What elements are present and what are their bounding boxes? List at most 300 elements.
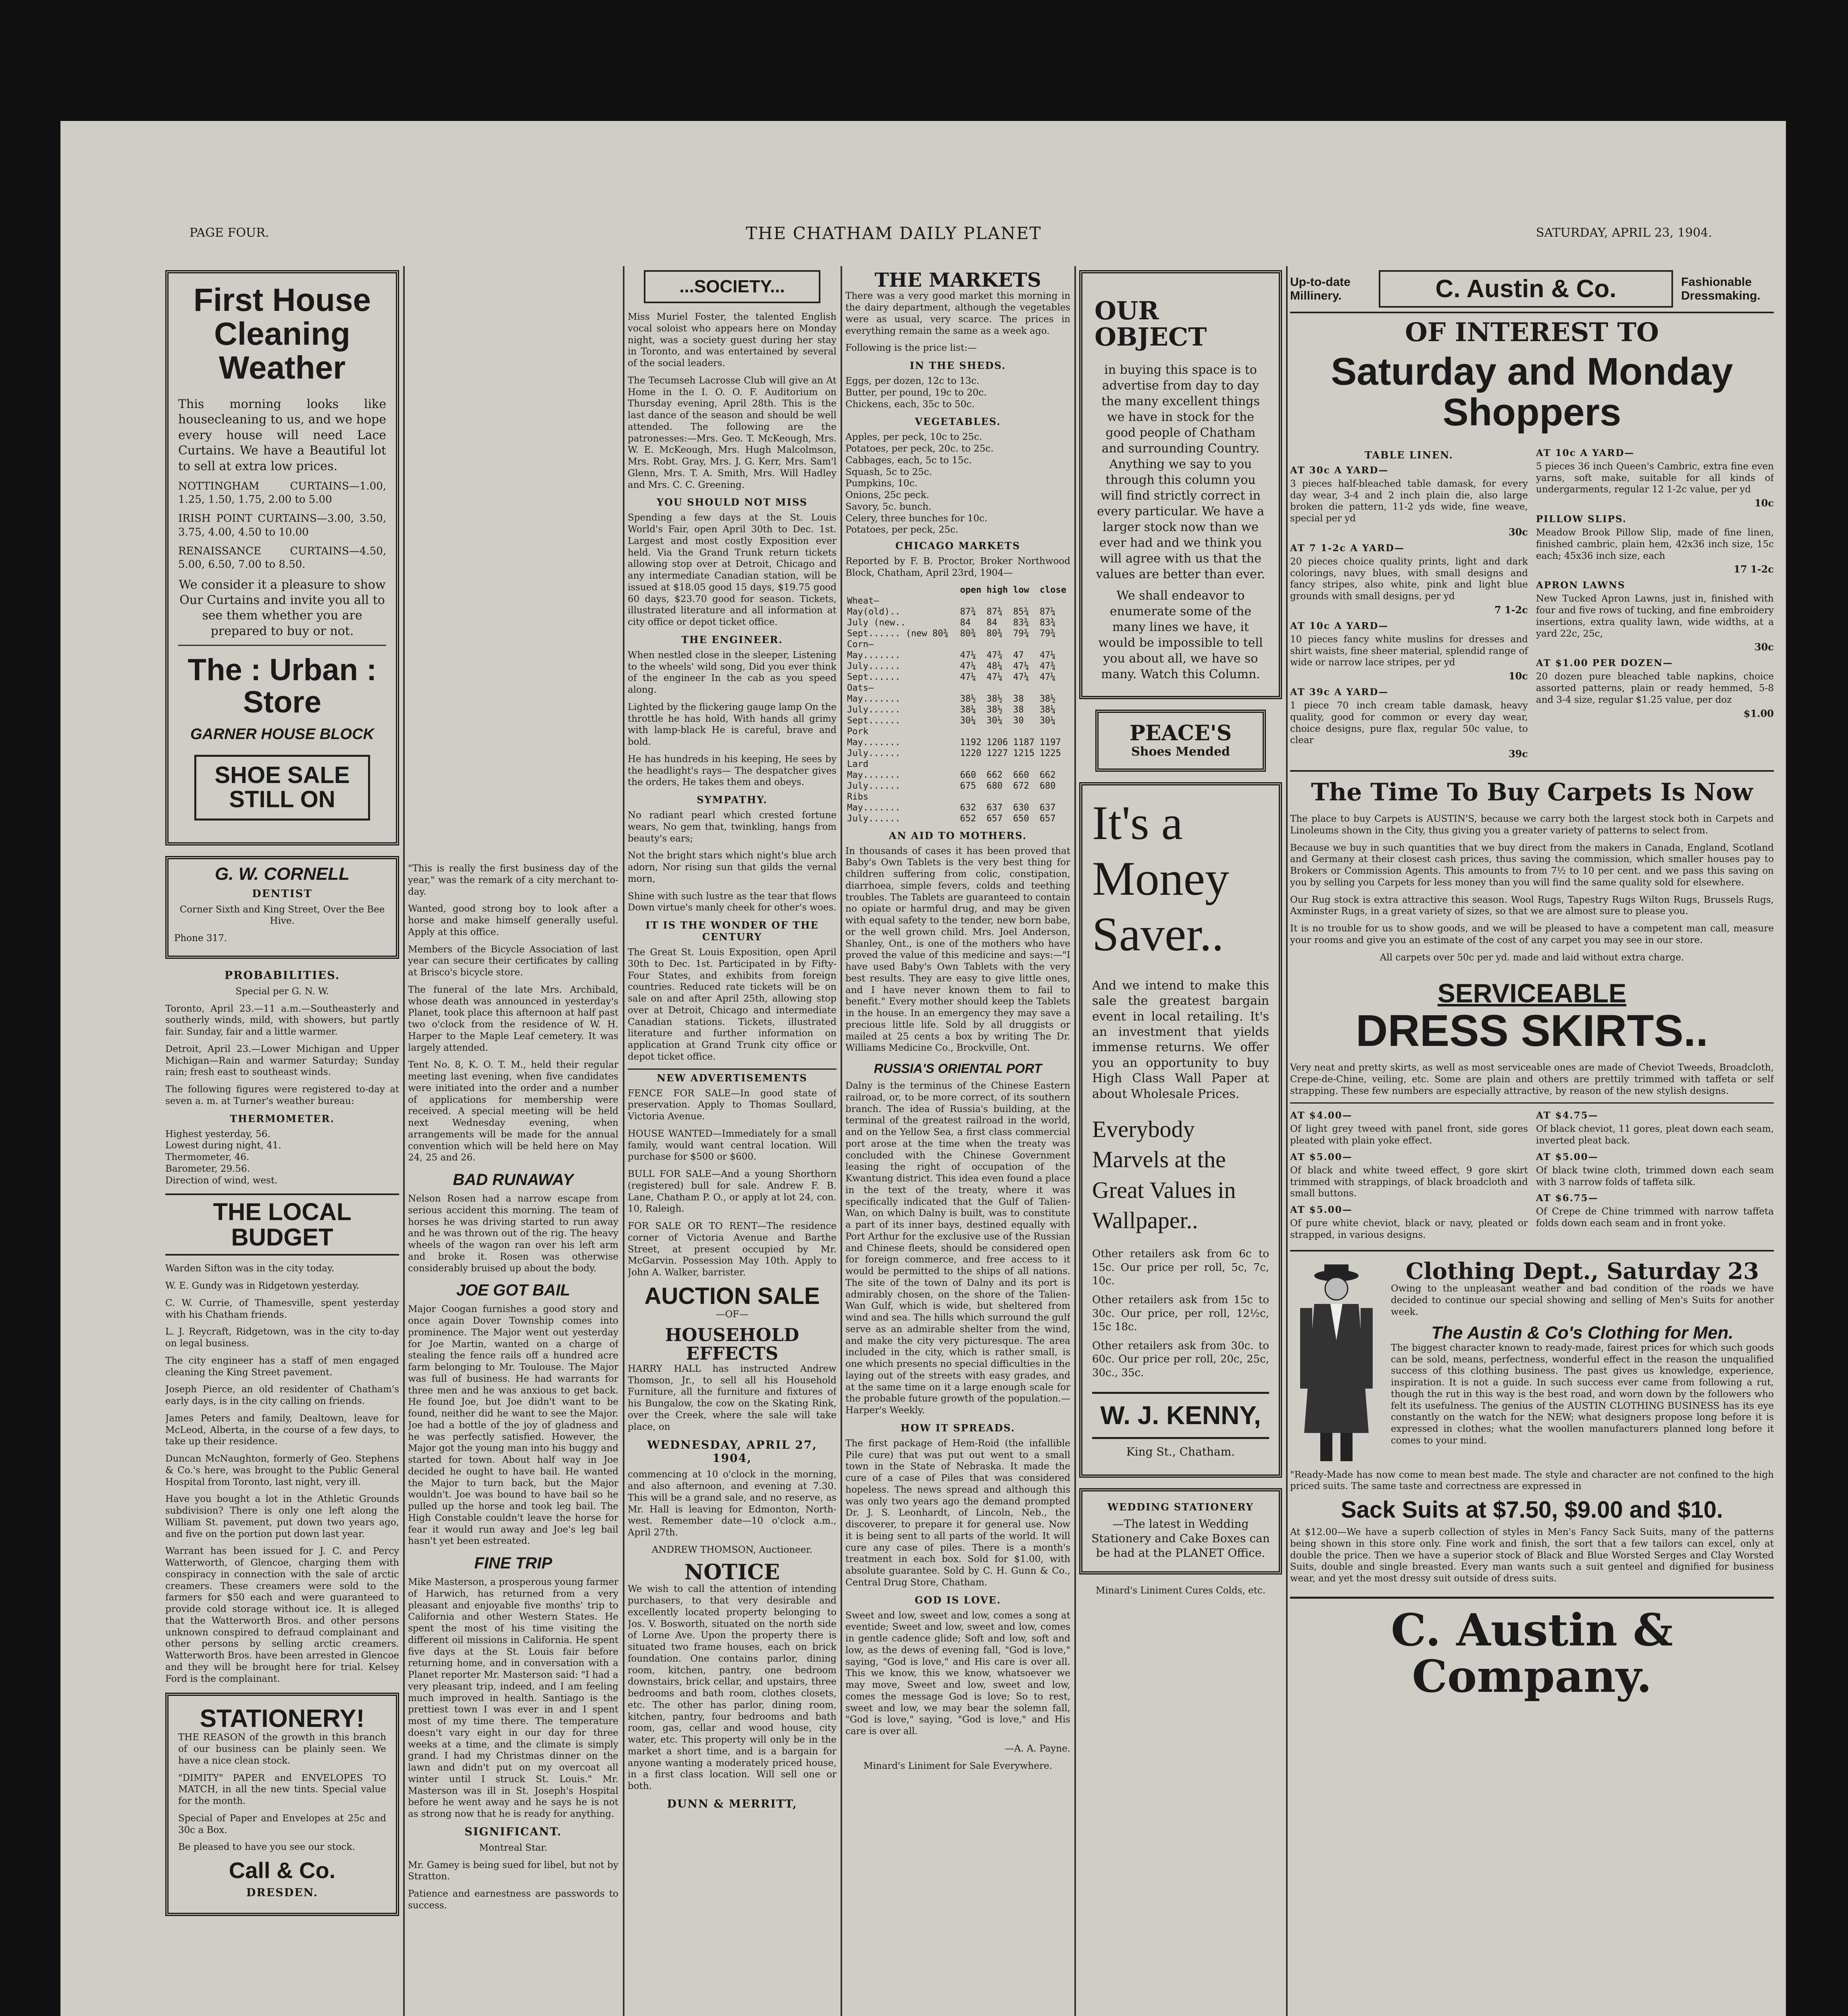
sale-item-price: AT $4.75—	[1536, 1110, 1598, 1121]
peace-title: PEACE'S	[1129, 721, 1232, 746]
table-row	[845, 650, 1070, 661]
sale-item-price: AT $5.00—	[1536, 1151, 1598, 1162]
spread-text: The first package of Hem-Roid (the infallible Pile cure) that was put out went to a small town in the State of Nebraska. It made the cure of a case of Piles that was considered hopeless. The news spread and although this was only two years ago the demand prompted Dr. J. S. Leonhardt, of Lincoln, Neb., the discoverer, to prepare it for general use. Now it is being sent to all parts of the world. It will cure any case of piles. There is a month's treatment in each box. Sold for $1.00, with absolute guarantee. Sold by C. H. Gunn & Co., Central Drug Store, Chatham.	[845, 1438, 1070, 1588]
column-3	[628, 270, 837, 2016]
column-header: close	[1039, 585, 1067, 595]
sale-item	[1290, 1110, 1528, 1147]
sale-item	[1290, 1204, 1528, 1241]
carpets-text: The place to buy Carpets is AUSTIN'S, because we carry both the largest stock both in Carpets and Linoleums shown in the City, thus giving you a greater variety of patterns to select from.	[1290, 814, 1774, 836]
sale-item-value: 10c	[1754, 497, 1774, 509]
table-cell: 38½	[986, 704, 1003, 715]
sale-item-price: AT 7 1-2c A YARD—	[1290, 542, 1405, 554]
table-cell: 83¾	[1039, 617, 1056, 628]
linen-title: TABLE LINEN.	[1364, 449, 1454, 461]
curtain-item: IRISH POINT CURTAINS—3.00, 3.50, 3.75, 4.00, 4.50 to 10.00	[178, 512, 386, 538]
table-cell: 80¾	[960, 628, 976, 639]
clothing-section	[1290, 1260, 1774, 1469]
sale-item-price: AT 10c A YARD—	[1290, 620, 1389, 631]
table-row	[845, 639, 1070, 650]
wallpaper-price: Other retailers ask from 30c. to 60c. Our price per roll, 20c, 25c, 30c., 35c.	[1092, 1340, 1269, 1379]
sale-item	[1290, 621, 1528, 682]
engineer-verse: He has hundreds in his keeping, He sees by the headlight's rays— The despatcher gives the orders, He takes them and obeys.	[628, 754, 837, 788]
table-cell: 80¾	[986, 628, 1003, 639]
table-cell: Sept......	[847, 672, 901, 682]
table-cell	[1011, 596, 1038, 606]
dentist-name: G. W. CORNELL	[214, 864, 350, 884]
table-cell: Wheat—	[847, 596, 879, 606]
table-cell: Lard	[847, 759, 868, 769]
table-cell: May.......	[847, 650, 901, 660]
austin-logo: C. Austin & Co.	[1379, 270, 1673, 308]
runaway-story: Nelson Rosen had a narrow escape from serious accident this morning. The team of horses he was driving started to run away and he was thrown out of the rig. The heavy wheels of the wagon ran over his left arm and broke it. Rosen was otherwise considerably bruised up about the body.	[408, 1193, 618, 1274]
austin-footer-logo: C. Austin & Company.	[1290, 1597, 1774, 1700]
table-cell: 680	[1039, 781, 1056, 791]
sale-item	[1536, 514, 1774, 575]
table-cell	[1038, 726, 1070, 737]
column-rule	[403, 266, 405, 2016]
trip-story: Mike Masterson, a prosperous young farmer of Harwich, has returned from a very pleasant and enjoyable five months' trip to California and other Western States. He spent the most of his time visiting the different oil missions in California. He spent five days at the St. Louis fair before returning home, and in conversation with a Planet reporter Mr. Masterson said: "I had a very pleasant trip, indeed, and I am feeling much improved in health. Santiago is the prettiest town I was ever in and I spent most of my time there. The temperature doesn't vary eight in our day for three weeks at a time, and the climate is simply grand. I had my Christmas dinner on the lawn and didn't put on my overcoat all winter until I struck St. Louis." Mr. Masterson was ill in St. Joseph's Hospital before he went away and he says he is not as strong now that he is ready for anything.	[408, 1577, 618, 1819]
auction-subtitle: HOUSEHOLD EFFECTS	[665, 1325, 799, 1364]
reading: Direction of wind, west.	[165, 1175, 278, 1186]
chicago-source: Reported by F. B. Proctor, Broker Northwood Block, Chatham, April 23rd, 1904—	[845, 556, 1070, 578]
price-line: Pumpkins, 10c.	[845, 478, 918, 489]
table-cell: 47¼	[960, 650, 976, 660]
sale-item-value: 39c	[1508, 748, 1528, 760]
table-cell: July......	[847, 704, 901, 715]
markets-intro: There was a very good market this morning in the dairy department, although the vegetables were as usual, very scarce. The prices in everything remain the same as a week ago.	[845, 291, 1070, 336]
table-cell: 38½	[960, 694, 976, 704]
sale-item	[1290, 543, 1528, 616]
table-cell: 79¾	[1013, 628, 1029, 639]
significant-text: Mr. Gamey is being sued for libel, but not by Stratton.	[408, 1860, 618, 1882]
auctioneer: ANDREW THOMSON, Auctioneer.	[651, 1544, 813, 1555]
table-cell: 87¾	[986, 606, 1003, 617]
miss-title: YOU SHOULD NOT MISS	[656, 496, 808, 508]
table-cell: 47	[1013, 650, 1024, 660]
table-row	[845, 802, 1070, 813]
sale-item-text: Of Crepe de Chine trimmed with narrow taffeta folds down each seam and in front yoke.	[1536, 1206, 1774, 1229]
table-cell: May.......	[847, 737, 901, 748]
skirts-title-1: SERVICEABLE	[1437, 978, 1627, 1008]
sale-item-price: PILLOW SLIPS.	[1536, 514, 1627, 525]
poem-text: Sweet and low, sweet and low, comes a song at eventide; Sweet and low, sweet and low, comes in gentle cadence glide; Soft and low, soft and low, as the dews of evening fall, "God is love," saying, "God is love," and His care is over all. This we know, this we know, whatsoever we may move, Sweet and low, sweet and low, comes the message God is love; So to rest, sweet and low, we may bear the solemn fall, "God is love," saying, "God is love," and His care is over all.	[845, 1610, 1070, 1737]
store-name: The : Urban : Store	[187, 653, 377, 719]
table-cell	[1011, 791, 1038, 802]
table-row	[845, 737, 1070, 748]
patience-line: Patience and earnestness are passwords to success.	[408, 1889, 618, 1911]
table-cell: 47¼	[1039, 672, 1056, 682]
price-line: Apples, per peck, 10c to 25c.	[845, 432, 982, 443]
linen-left	[1290, 445, 1528, 764]
society-item: Miss Muriel Foster, the talented English vocal soloist who appears here on Monday night, was a society guest during her stay in Toronto, and was entertained by several of the social leaders.	[628, 312, 837, 369]
table-cell: 1197	[1039, 737, 1061, 748]
table-row	[845, 748, 1070, 759]
price-line: Chickens, each, 35c to 50c.	[845, 399, 975, 410]
wedding-text: —The latest in Wedding Stationery and Cake Boxes can be had at the PLANET Office.	[1091, 1517, 1270, 1560]
news-item: The funeral of the late Mrs. Archibald, whose death was announced in yesterday's Planet, took place this afternoon at half past two o'clock from the residence of W. H. Harper to the Maple Leaf cemetery. It was largely attended.	[408, 984, 618, 1053]
skirts-title-2: DRESS SKIRTS..	[1355, 1006, 1709, 1056]
sympathy-title: SYMPATHY.	[697, 794, 768, 806]
sale-item-text: New Tucked Apron Lawns, just in, finished with four and five rows of tucking, and fine embroidery insertions, extra quality lawn, wide widths, at a yard 22c, 25c,	[1536, 594, 1774, 639]
sale-item-value: 30c	[1508, 526, 1528, 538]
table-cell: 630	[1013, 802, 1029, 813]
table-row	[845, 781, 1070, 791]
column-2	[408, 863, 618, 2016]
table-cell: 1225	[1039, 748, 1061, 758]
sale-item-price: AT $4.00—	[1290, 1110, 1353, 1121]
table-cell	[958, 639, 985, 650]
wallpaper-ad	[1079, 782, 1282, 1478]
wedding-stationery-ad	[1079, 1488, 1282, 1574]
ad-intro: This morning looks like housecleaning to us, and we hope every house will need Lace Curtains. We have a Beautiful lot to sell at extra low prices.	[178, 397, 386, 473]
interest-line: OF INTEREST TO	[1405, 317, 1659, 348]
price-line: Potatoes, per peck, 20c. to 25c.	[845, 444, 994, 454]
markets-following: Following is the price list:—	[845, 343, 977, 354]
sale-item-text: Of black twine cloth, trimmed down each seam with 3 narrow folds of taffeta silk.	[1536, 1165, 1774, 1187]
table-cell	[958, 759, 985, 770]
table-cell	[1038, 639, 1070, 650]
classified-ad: FENCE FOR SALE—In good state of preservation. Apply to Thomas Soullard, Victoria Avenue.	[628, 1088, 837, 1122]
skirts-intro: Very neat and pretty skirts, as well as most serviceable ones are made of Cheviot Tweeds, Broadcloth, Crepe-de-Chine, veiling, etc. Some are plain and others are prettily trimmed with taffeta or self strapping. These few numbers are especially attractive, by reason of the new stylish designs.	[1290, 1062, 1774, 1096]
table-cell: 38¼	[960, 704, 976, 715]
sale-item-text: 3 pieces half-bleached table damask, for every day wear, 3-4 and 2 inch plain die, also large broken die pattern, 11-2 yds wide, fine weave, special per yd	[1290, 478, 1528, 524]
peace-subtitle: Shoes Mended	[1131, 744, 1230, 759]
table-row	[845, 715, 1070, 726]
budget-item: L. J. Reycraft, Ridgetown, was in the city to-day on legal business.	[165, 1327, 399, 1349]
table-cell: 84	[986, 617, 997, 628]
price-line: Butter, per pound, 19c to 20c.	[845, 387, 987, 398]
table-cell: 650	[1013, 813, 1029, 824]
news-item: "This is really the first business day of the year," was the remark of a city merchant to-day.	[408, 863, 618, 897]
notice-text: We wish to call the attention of intending purchasers, to that very desirable and excellently located property belonging to Jos. V. Bosworth, situated on the north side of Lorne Ave. Upon the property there is situated two frame houses, each on brick foundation. One contains parlor, dining room, kitchen, pantry, one bedroom downstairs, brick cellar, and upstairs, three bedrooms and bath room, clothes closets, etc. The other has parlor, dining room, kitchen, pantry, four bedrooms and bath room, gas, cellar and wood house, city water, etc. This property will only be in the market a short time, and is a bargain for anyone wanting a moderately priced house, in a first class location. Will sell one or both.	[628, 1584, 837, 1792]
table-cell: 1215	[1013, 748, 1034, 758]
table-cell: 38½	[1039, 694, 1056, 704]
table-cell	[985, 726, 1011, 737]
table-cell: 83¾	[1013, 617, 1029, 628]
engineer-verse: Lighted by the flickering gauge lamp On the throttle he has hold, With hands all grimy with lamp-black He is careful, brave and bold.	[628, 702, 837, 748]
reading: Lowest during night, 41.	[165, 1140, 281, 1151]
wallpaper-price: Other retailers ask from 6c to 15c. Our price per roll, 5c, 7c, 10c.	[1092, 1248, 1269, 1287]
table-cell: 652	[960, 813, 976, 824]
table-cell: 47¼	[1013, 672, 1029, 682]
sale-item	[1536, 580, 1774, 653]
table-cell: 1192	[960, 737, 982, 748]
price-line: Squash, 5c to 25c.	[845, 467, 932, 477]
sale-item	[1536, 1110, 1774, 1147]
budget-item: C. W. Currie, of Thamesville, spent yesterday with his Chatham friends.	[165, 1297, 399, 1320]
table-cell: 47¼	[986, 672, 1003, 682]
stationery-title: STATIONERY!	[200, 1705, 365, 1733]
marvels-line: Everybody Marvels at the Great Values in Wallpaper..	[1092, 1116, 1236, 1234]
money-line: Saver..	[1092, 907, 1224, 961]
table-row	[845, 617, 1070, 628]
forecast-detroit: Detroit, April 23.—Lower Michigan and Upper Michigan—Rain and warmer Saturday; Sunday rain; fresh east to southeast winds.	[165, 1043, 399, 1078]
table-cell: 662	[1039, 770, 1056, 780]
table-row	[845, 683, 1070, 694]
table-cell	[1038, 596, 1070, 606]
russia-text: Dalny is the terminus of the Chinese Eastern railroad, or, to be more correct, of its southern branch. The idea of Russia's building, at the terminal of the greatest railroad in the world, and on the Yellow Sea, a first class commercial port arose at the time when the treaty was concluded with the Chinese Government leasing the right of occupation of the Kwantung district. This idea even found a place in the text of the treaty, where it was specifically indicated that the Gulf of Talien-Wan, on which Dalny is built, was to constitute a part of its inner bays, destined equally with Port Arthur for the exclusive use of the Russian and Chinese fleets, should be considered open for foreign commerce, and free access to it would be permitted to the ships of all nations. The site of the town of Dalny and its port is admirably chosen, on the shore of the Talien-Wan Gulf, which is wide, but sheltered from wind and sea. The hills which surround the gulf serve as an admirable shelter from the wind, and make the city very picturesque. The area included in the city, which is rather small, is one which presents no special difficulties in the laying out of the streets with easy grades, and at the same time on it a large enough scale for the probable future growth of the population.—Harper's Weekly.	[845, 1081, 1070, 1416]
wallpaper-intro: And we intend to make this sale the greatest bargain event in local retailing. It's an investment that yields immense returns. We offer you an opportunity to buy High Class Wall Paper at about Wholesale Prices.	[1092, 978, 1269, 1101]
table-cell: 30	[1013, 715, 1024, 726]
table-cell: 660	[1013, 770, 1029, 780]
table-cell: May.......	[847, 694, 901, 704]
table-cell: 84	[960, 617, 971, 628]
clothing-lead: Owing to the unpleasant weather and bad condition of the roads we have decided to continue our special showing and selling of Men's Suits for another week.	[1391, 1283, 1774, 1317]
table-cell: 47¼	[1039, 650, 1056, 660]
table-cell: 38	[1013, 694, 1024, 704]
table-cell: Ribs	[847, 791, 868, 802]
page-number: PAGE FOUR.	[189, 226, 269, 240]
table-cell: 87¼	[1039, 606, 1056, 617]
kenny-name: W. J. KENNY,	[1092, 1392, 1269, 1439]
poem-title: GOD IS LOVE.	[914, 1594, 1001, 1606]
wonder-text: The Great St. Louis Exposition, open April 30th to Dec. 1st. Participated in by Fifty-Four States, and exhibits from foreign countries. Reduced rate tickets will be on sale on and after April 25th, allowing stop over at Detroit, Chicago and intermediate Canadian stations. Tickets, illustrated literature and further information on application at Grand Trunk city office or depot ticket office.	[628, 947, 837, 1062]
aid-title: AN AID TO MOTHERS.	[889, 829, 1027, 841]
budget-item: Warrant has been issued for J. C. and Percy Watterworth, of Glencoe, charging them with conspiracy in connection with the sale of arctic creamers. These creamers were sold to the farmers for $50 each and were guaranteed to provide cold storage without ice. It is alleged that the Watterworth Bros. and other persons unknown conspired to defraud complainant and other persons by selling arctic creamers. Watterworth Bros. have been arrested in Glencoe and they will be brought here for trial. Kelsey Ford is the complainant.	[165, 1546, 399, 1684]
dentist-address: Corner Sixth and King Street, Over the Bee Hive.	[179, 904, 385, 927]
masthead	[60, 223, 1786, 250]
engineer-title: THE ENGINEER.	[681, 633, 783, 646]
thermometer-title: THERMOMETER.	[230, 1112, 335, 1125]
table-cell	[985, 791, 1011, 802]
price-line: Potatoes, per peck, 25c.	[845, 525, 959, 535]
curtain-item: NOTTINGHAM CURTAINS—1.00, 1.25, 1.50, 1.75, 2.00 to 5.00	[178, 480, 386, 506]
money-line: It's a	[1092, 796, 1183, 850]
table-row	[845, 661, 1070, 672]
sale-item-value: 7 1-2c	[1494, 604, 1528, 616]
table-row	[845, 759, 1070, 770]
table-cell	[985, 596, 1011, 606]
peace-ad	[1095, 710, 1266, 772]
trip-title: FINE TRIP	[474, 1554, 552, 1572]
stationery-dimity: "DIMITY" PAPER and ENVELOPES TO MATCH, in all the new tints. Special value for the month.	[178, 1772, 386, 1807]
skirts-left	[1290, 1108, 1528, 1245]
table-cell	[1038, 791, 1070, 802]
spread-title: HOW IT SPREADS.	[900, 1422, 1016, 1434]
price-line: Celery, three bunches for 10c.	[845, 513, 988, 524]
table-cell	[1038, 683, 1070, 694]
table-cell: 87¾	[960, 606, 976, 617]
stationery-place: DRESDEN.	[246, 1886, 318, 1899]
notice-firm: DUNN & MERRITT,	[667, 1797, 797, 1810]
sympathy-verse: Shine with such lustre as the tear that flows Down virtue's manly cheek for other's woes.	[628, 891, 837, 913]
newspaper-title: THE CHATHAM DAILY PLANET	[746, 223, 1042, 243]
table-cell: 657	[1039, 813, 1056, 824]
stationery-special: Special of Paper and Envelopes at 25c and 30c a Box.	[178, 1813, 386, 1835]
table-cell: 675	[960, 781, 976, 791]
sympathy-verse: Not the bright stars which night's blue arch adorn, Nor rising sun that gilds the vernal morn,	[628, 850, 837, 884]
table-cell: May.......	[847, 802, 901, 813]
clothing-text: The biggest character known to ready-made, fairest prices for which such goods can be sold, means, perfectness, wonderful effect in the reason the unqualified success of this clothing business. The past gives us knowledge, experience, inspiration. It is not a guide. In such success ever came from following a rut, though the rut in this way is the best road, and worn down by the followers who felt its usefulness. The genius of the AUSTIN CLOTHING BUSINESS has its eye constantly on the watch for the NEW; what designers propose long before it is expressed in clothes; what the woollen manufacturers planned long before it comes to your mind.	[1391, 1342, 1774, 1446]
significant-source: Montreal Star.	[479, 1842, 547, 1853]
sale-item-price: AT $5.00—	[1290, 1204, 1353, 1216]
classified-ad: BULL FOR SALE—And a young Shorthorn (registered) bull for sale. Andrew F. B. Lane, Chatham P. O., or apply at lot 24, con. 10, Raleigh.	[628, 1169, 837, 1214]
sale-item-price: AT 39c A YARD—	[1290, 687, 1389, 698]
column-header	[845, 585, 958, 596]
sale-item	[1536, 448, 1774, 509]
table-cell: 38	[1013, 704, 1024, 715]
table-cell: 662	[986, 770, 1003, 780]
table-cell	[1038, 759, 1070, 770]
sale-item	[1536, 658, 1774, 719]
table-row	[845, 770, 1070, 781]
vegetables-title: VEGETABLES.	[915, 416, 1001, 428]
news-item: Members of the Bicycle Association of last year can secure their certificates by calling at Brisco's bicycle store.	[408, 944, 618, 978]
reading: Thermometer, 46.	[165, 1152, 250, 1163]
sale-item-price: AT $1.00 PER DOZEN—	[1536, 658, 1673, 669]
sale-item-text: Of pure white cheviot, black or navy, pleated or strapped, in various designs.	[1290, 1218, 1528, 1240]
local-budget-title: THE LOCAL BUDGET	[165, 1193, 399, 1256]
sale-item-price: AT 30c A YARD—	[1290, 464, 1389, 476]
table-cell: 30¼	[960, 715, 976, 726]
sale-item	[1290, 1152, 1528, 1200]
table-cell	[1011, 683, 1038, 694]
table-cell: 38¼	[1039, 704, 1056, 715]
table-cell: 1220	[960, 748, 982, 758]
stationery-lead: THE REASON of the growth in this branch of our business can be plainly seen. We have a nice clean stock.	[178, 1732, 386, 1766]
bail-story: Major Coogan furnishes a good story and once again Dover Township comes into prominence. The Major went out yesterday for Joe Martin, wanted on a charge of stealing the fence rails off a hundred acre farm belonging to Mr. Toulouse. The Major was full of business. He had warrants for three men and he was anxious to get back. He found Joe, but Joe didn't want to be found, neither did he want to see the Major. Joe had a bottle of the joy of gladness and he was perfectly satisfied. However, the Major got the young man into his buggy and started for town. About half way in Joe decided he ought to have bail. He wanted the Major to turn back, but the Major wouldn't. Joe was bound to have bail so he pulled up the horse and took leg bail. The High Constable couldn't leave the horse for fear it would run away and Joe's leg bail hasn't yet been estreated.	[408, 1304, 618, 1547]
table-cell: July......	[847, 813, 901, 824]
table-cell: May(old)..	[847, 606, 901, 617]
carpets-title: The Time To Buy Carpets Is Now	[1311, 778, 1753, 807]
shoe-sale-banner: SHOE SALE STILL ON	[194, 755, 370, 821]
budget-item: James Peters and family, Dealtown, leave for McLeod, Alberta, in the course of a few days, to take up their residence.	[165, 1413, 399, 1447]
table-cell: 660	[960, 770, 976, 780]
sale-item-price: AT 10c A YARD—	[1536, 447, 1635, 458]
table-cell: 30¼	[986, 715, 1003, 726]
table-cell: Sept...... (new 80¾	[847, 628, 949, 639]
dentist-trade: DENTIST	[252, 887, 312, 900]
column-1	[165, 270, 399, 2016]
table-row	[845, 694, 1070, 704]
table-cell: 1227	[986, 748, 1008, 758]
engineer-verse: When nestled close in the sleeper, Listening to the wheels' wild song, Did you ever think of the engineer In the cab as you speed along.	[628, 650, 837, 696]
table-cell: 30¼	[1039, 715, 1056, 726]
budget-item: The city engineer has a staff of men engaged cleaning the King Street pavement.	[165, 1355, 399, 1378]
sale-item-price: APRON LAWNS	[1536, 580, 1625, 591]
carpets-text: Our Rug stock is extra attractive this season. Wool Rugs, Tapestry Rugs Wilton Rugs, Brussels Rugs, Axminster Rugs, in a great variety of sizes, so that we are almost sure to please you.	[1290, 894, 1774, 917]
carpets-text: It is no trouble for us to show goods, and we will be pleased to have a competent man call, measure your rooms and give you an estimate of the cost of any carpet you may see in our store.	[1290, 923, 1774, 946]
chicago-markets-table	[845, 585, 1070, 824]
sale-item-text: Of light grey tweed with panel front, side gores pleated with plain yoke effect.	[1290, 1124, 1528, 1146]
table-cell: 47¼	[960, 661, 976, 671]
money-line: Money	[1092, 851, 1229, 905]
table-cell: 79¾	[1039, 628, 1056, 639]
shoppers-headline: Saturday and Monday Shoppers	[1331, 350, 1733, 434]
table-row	[845, 606, 1070, 617]
table-cell: Sept......	[847, 715, 901, 726]
table-cell	[985, 759, 1011, 770]
table-row	[845, 596, 1070, 606]
table-cell: 632	[960, 802, 976, 813]
issue-date: SATURDAY, APRIL 23, 1904.	[1536, 226, 1712, 240]
auction-details: commencing at 10 o'clock in the morning, and also afternoon, and evening at 7.30. This will be a grand sale, and no reserve, as Mr. Hall is leaving for Edmonton, North-west. Remember date—10 o'clock a.m., April 27th.	[628, 1469, 837, 1538]
object-text: in buying this space is to advertise from day to day the many excellent things we have in stock for the good people of Chatham and surrounding Country. Anything we say to you through this column you will find strictly correct in every particular. We have a larger stock now than we ever had and we think you will agree with us that the values are better than ever.	[1096, 363, 1265, 582]
significant-title: SIGNIFICANT.	[464, 1825, 562, 1838]
table-cell: 47¾	[986, 650, 1003, 660]
sack-more: At $12.00—We have a superb collection of styles in Men's Fancy Sack Suits, many of the patterns being shown in this store only. Fine work and finish, the sort that a few tailors can excel, only at double the price. Then we have a superior stock of Black and Blue Worsted Serges and Clay Worsted Suits, double and single breasted. Every man wants such a suit genteel and dignified for business wear, and yet the most dressy suit outside of dress suits.	[1290, 1527, 1774, 1584]
weather-intro: The following figures were registered to-day at seven a. m. at Turner's weather bureau:	[165, 1084, 399, 1106]
sale-item	[1536, 1152, 1774, 1188]
curtain-item: RENAISSANCE CURTAINS—4.50, 5.00, 6.50, 7.00 to 8.50.	[178, 545, 386, 571]
clothing-subtitle: The Austin & Co's Clothing for Men.	[1431, 1322, 1734, 1343]
news-item: Tent No. 8, K. O. T. M., held their regular meeting last evening, when five candidates were initiated into the order and a number of applications for membership were received. A special meeting will be held next Wednesday evening, when arrangements will be made for the annual convention which will be held here on May 24, 25 and 26.	[408, 1060, 618, 1163]
new-ads-title: NEW ADVERTISEMENTS	[628, 1068, 837, 1084]
poem-author: —A. A. Payne.	[1005, 1743, 1070, 1754]
table-cell: 657	[986, 813, 1003, 824]
table-cell: 48¼	[986, 661, 1003, 671]
sale-item-value: 17 1-2c	[1734, 563, 1774, 575]
section-title: PROBABILITIES.	[224, 969, 340, 982]
auction-date: WEDNESDAY, APRIL 27, 1904,	[647, 1438, 817, 1465]
miss-text: Spending a few days at the St. Louis World's Fair, open April 30th to Dec. 1st. Largest and most costly Exposition ever held. Via the Grand Trunk return tickets allowing stop over at Detroit, Chicago and any intermediate Canadian station, will be issued at $18.05 good 15 days, $19.75 good 60 days, $23.70 good for season. Tickets, illustrated literature and all information at city office or depot ticket office.	[628, 512, 837, 628]
table-cell: Pork	[847, 726, 868, 737]
table-cell	[1011, 639, 1038, 650]
ad-headline: First House Cleaning Weather	[193, 282, 371, 385]
austin-header	[1290, 270, 1774, 313]
reading: Barometer, 29.56.	[165, 1163, 250, 1174]
table-cell	[1011, 759, 1038, 770]
table-cell: July (new..	[847, 617, 906, 628]
table-cell	[958, 791, 985, 802]
bail-title: JOE GOT BAIL	[456, 1281, 570, 1300]
skirts-grid	[1290, 1102, 1774, 1251]
vegetable-price-list	[845, 431, 1070, 536]
table-cell: 1206	[986, 737, 1008, 748]
sale-item-text: 20 pieces choice quality prints, light and dark colorings, navy blues, with small designs and fancy stripes, also white, pink and light blue grounds with small designs, per yd	[1290, 556, 1528, 602]
auction-of: —OF—	[716, 1309, 749, 1320]
table-cell	[958, 683, 985, 694]
column-6-austin	[1290, 270, 1774, 2016]
linen-right	[1536, 445, 1774, 764]
table-cell: 38½	[986, 694, 1003, 704]
price-line: Cabbages, each, 5c to 15c.	[845, 455, 972, 466]
markets-title: THE MARKETS	[874, 270, 1041, 292]
table-cell	[958, 726, 985, 737]
sympathy-verse: No radiant pearl which crested fortune wears, No gem that, twinkling, hangs from beauty's ears;	[628, 810, 837, 844]
table-row	[845, 672, 1070, 683]
column-rule	[623, 266, 624, 2016]
column-rule	[841, 266, 842, 2016]
table-cell: May.......	[847, 770, 901, 780]
column-header: low	[1013, 585, 1029, 595]
sale-item	[1290, 465, 1528, 538]
dressmaking-label: Fashionable Dressmaking.	[1681, 275, 1761, 302]
auction-title: AUCTION SALE	[644, 1283, 820, 1309]
wonder-title: IT IS THE WONDER OF THE CENTURY	[645, 919, 819, 943]
sale-item-price: AT $6.75—	[1536, 1193, 1598, 1204]
society-title: ...SOCIETY...	[644, 270, 820, 303]
kenny-address: King St., Chatham.	[1126, 1445, 1235, 1459]
sale-item-value: 10c	[1508, 670, 1528, 682]
table-cell: 637	[1039, 802, 1056, 813]
table-cell	[958, 596, 985, 606]
table-cell: July......	[847, 781, 901, 791]
table-cell: July......	[847, 748, 901, 758]
table-cell: Corn—	[847, 639, 874, 650]
table-cell: 47¾	[1039, 661, 1056, 671]
budget-item: Have you bought a lot in the Athletic Grounds subdivision? There is only one left along the William St. pavement, put down two years ago, and five on the portion put down last year.	[165, 1494, 399, 1539]
sale-item-text: 10 pieces fancy white muslins for dresses and shirt waists, fine sheer material, splendid range of wide or narrow lace stripes, per yd	[1290, 634, 1528, 668]
stationery-ad	[165, 1693, 399, 1916]
stationery-firm: Call & Co.	[229, 1858, 336, 1883]
table-cell	[985, 639, 1011, 650]
cornell-ad	[165, 856, 399, 958]
forecast-toronto: Toronto, April 23.—11 a.m.—Southeasterly and southerly winds, mild, with showers, but partly fair. Sunday, fair and a little warmer.	[165, 1003, 399, 1037]
table-row	[845, 813, 1070, 824]
society-item: The Tecumseh Lacrosse Club will give an At Home in the I. O. O. F. Auditorium on Thursday evening, April 28th. This is the last dance of the season and should be well attended. The following are the patronesses:—Mrs. Geo. T. McKeough, Mrs. W. E. McKeough, Mrs. Hugh Malcolmson, Mrs. Robt. Gray, Mrs. J. G. Kerr, Mrs. Sam'l Glenn, Mrs. T. A. Smith, Mrs. Will Hadley and Mrs. C. C. Greening.	[628, 375, 837, 490]
budget-item: W. E. Gundy was in Ridgetown yesterday.	[165, 1281, 360, 1291]
